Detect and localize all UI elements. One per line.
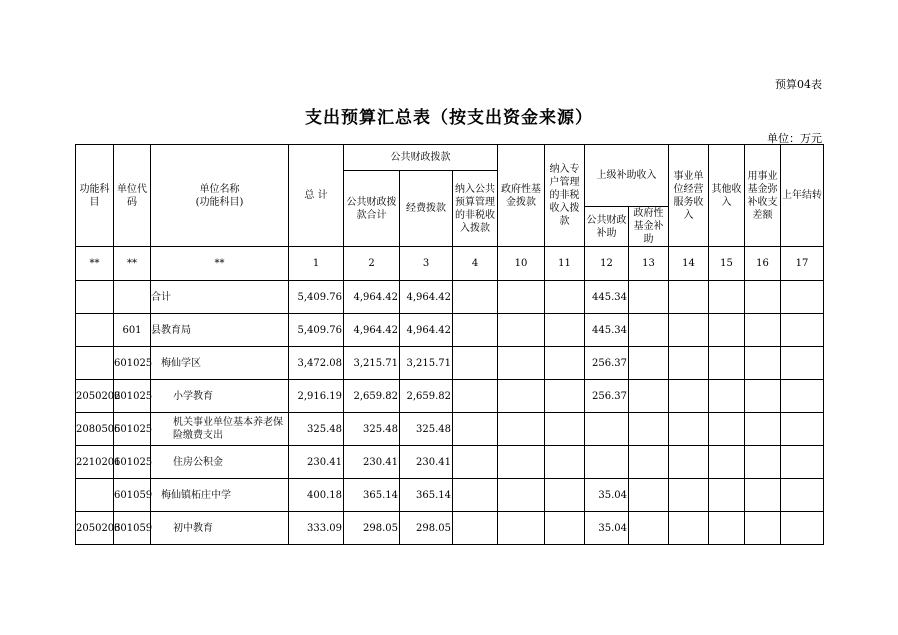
total-cell: 230.41: [289, 446, 344, 479]
header-special-non-tax: 纳入专户管理的非税收入拨款: [545, 145, 585, 247]
index-cell: 16: [745, 247, 781, 281]
gov-fund-cell: [498, 380, 545, 413]
special-non-tax-public-cell: [453, 512, 498, 545]
business-income-cell: [669, 413, 709, 446]
header-business-income: 事业单位经营服务收入: [669, 145, 709, 247]
unit-name-cell: [151, 380, 289, 413]
func-subject-cell: 2080505: [76, 413, 114, 446]
special-non-tax-cell: [545, 347, 585, 380]
operating-funds-cell: 298.05: [400, 512, 453, 545]
unit-code-cell: 601: [114, 314, 151, 347]
public-finance-total-cell: 4,964.42: [344, 281, 400, 314]
unit-code-cell: [114, 281, 151, 314]
gov-fund-subsidy-cell: [629, 446, 669, 479]
header-other-income: 其他收入: [709, 145, 745, 247]
carryover-cell: [781, 380, 824, 413]
carryover-cell: [781, 479, 824, 512]
other-income-cell: [709, 479, 745, 512]
unit-name-text: 住房公积金: [173, 456, 223, 468]
other-income-cell: [709, 413, 745, 446]
public-finance-subsidy-cell: 445.34: [585, 281, 629, 314]
index-cell: 14: [669, 247, 709, 281]
business-income-cell: [669, 347, 709, 380]
header-carryover: 上年结转: [781, 145, 824, 247]
unit-name-text: 合计: [151, 291, 171, 303]
special-non-tax-cell: [545, 281, 585, 314]
operating-funds-cell: 365.14: [400, 479, 453, 512]
func-subject-cell: [76, 347, 114, 380]
business-income-cell: [669, 281, 709, 314]
header-total: 总 计: [289, 145, 344, 247]
func-subject-cell: [76, 314, 114, 347]
total-cell: 5,409.76: [289, 281, 344, 314]
operating-funds-cell: 4,964.42: [400, 281, 453, 314]
table-row: [76, 314, 824, 347]
header-public-finance-subsidy: 公共财政补助: [585, 207, 629, 247]
operating-funds-cell: 230.41: [400, 446, 453, 479]
public-finance-subsidy-cell: 35.04: [585, 479, 629, 512]
operating-funds-cell: 4,964.42: [400, 314, 453, 347]
total-cell: 400.18: [289, 479, 344, 512]
index-cell: **: [114, 247, 151, 281]
other-income-cell: [709, 281, 745, 314]
index-cell: 15: [709, 247, 745, 281]
public-finance-subsidy-cell: [585, 413, 629, 446]
special-non-tax-cell: [545, 446, 585, 479]
index-cell: **: [151, 247, 289, 281]
gov-fund-cell: [498, 413, 545, 446]
unit-code-cell: 601025: [114, 413, 151, 446]
header-unit-name-main: 单位名称: [199, 183, 240, 195]
special-non-tax-public-cell: [453, 479, 498, 512]
gov-fund-cell: [498, 281, 545, 314]
unit-name-cell: [151, 347, 289, 380]
business-income-cell: [669, 479, 709, 512]
header-gov-fund-subsidy: 政府性基金补助: [629, 207, 669, 247]
header-unit-name: [151, 145, 289, 247]
operating-funds-cell: 2,659.82: [400, 380, 453, 413]
index-cell: **: [76, 247, 114, 281]
fund-offset-cell: [745, 347, 781, 380]
table-row: [76, 380, 824, 413]
public-finance-total-cell: 298.05: [344, 512, 400, 545]
special-non-tax-public-cell: [453, 380, 498, 413]
unit-name-cell: [151, 512, 289, 545]
index-cell: 4: [453, 247, 498, 281]
carryover-cell: [781, 512, 824, 545]
gov-fund-cell: [498, 512, 545, 545]
page-title: 支出预算汇总表（按支出资金来源）: [305, 108, 593, 128]
public-finance-subsidy-cell: 35.04: [585, 512, 629, 545]
unit-code-cell: 601025: [114, 380, 151, 413]
public-finance-total-cell: 2,659.82: [344, 380, 400, 413]
business-income-cell: [669, 380, 709, 413]
other-income-cell: [709, 446, 745, 479]
func-subject-cell: 2210201: [76, 446, 114, 479]
gov-fund-subsidy-cell: [629, 380, 669, 413]
special-non-tax-public-cell: [453, 347, 498, 380]
public-finance-total-cell: 325.48: [344, 413, 400, 446]
budget-table: [75, 144, 824, 545]
unit-name-text: 梅仙学区: [161, 357, 201, 369]
index-cell: 1: [289, 247, 344, 281]
fund-offset-cell: [745, 446, 781, 479]
unit-name-text: 县教育局: [151, 324, 191, 336]
other-income-cell: [709, 512, 745, 545]
unit-name-cell: [151, 281, 289, 314]
header-gov-fund: 政府性基金拨款: [498, 145, 545, 247]
data-rows: [76, 281, 824, 545]
special-non-tax-public-cell: [453, 413, 498, 446]
public-finance-subsidy-cell: 256.37: [585, 347, 629, 380]
header-fund-offset: 用事业基金弥补收支差额: [745, 145, 781, 247]
gov-fund-cell: [498, 347, 545, 380]
unit-name-text: 初中教育: [173, 522, 213, 534]
public-finance-total-cell: 4,964.42: [344, 314, 400, 347]
special-non-tax-cell: [545, 413, 585, 446]
public-finance-total-cell: 230.41: [344, 446, 400, 479]
fund-offset-cell: [745, 512, 781, 545]
unit-name-cell: [151, 446, 289, 479]
other-income-cell: [709, 347, 745, 380]
fund-offset-cell: [745, 479, 781, 512]
header-unit-name-sub: (功能科目): [195, 196, 244, 208]
gov-fund-subsidy-cell: [629, 479, 669, 512]
unit-name-text: 机关事业单位基本养老保险缴费支出: [173, 417, 283, 441]
unit-code-cell: 601059: [114, 479, 151, 512]
special-non-tax-cell: [545, 314, 585, 347]
unit-code-cell: 601025: [114, 446, 151, 479]
form-code: 预算04表: [775, 78, 822, 91]
other-income-cell: [709, 380, 745, 413]
func-subject-cell: [76, 479, 114, 512]
gov-fund-subsidy-cell: [629, 512, 669, 545]
total-cell: 3,472.08: [289, 347, 344, 380]
unit-label: 单位：万元: [767, 132, 822, 145]
header-special-non-tax-public: 纳入公共预算管理的非税收入拨款: [453, 171, 498, 247]
public-finance-subsidy-cell: 445.34: [585, 314, 629, 347]
index-cell: 10: [498, 247, 545, 281]
special-non-tax-public-cell: [453, 314, 498, 347]
special-non-tax-cell: [545, 479, 585, 512]
table-row: [76, 446, 824, 479]
unit-code-cell: 601025: [114, 347, 151, 380]
gov-fund-cell: [498, 446, 545, 479]
carryover-cell: [781, 347, 824, 380]
table-row: [76, 347, 824, 380]
header-public-finance-total: 公共财政拨款合计: [344, 171, 400, 247]
index-cell: 3: [400, 247, 453, 281]
carryover-cell: [781, 281, 824, 314]
carryover-cell: [781, 314, 824, 347]
public-finance-subsidy-cell: [585, 446, 629, 479]
total-cell: 325.48: [289, 413, 344, 446]
header-operating-funds: 经费拨款: [400, 171, 453, 247]
index-cell: 2: [344, 247, 400, 281]
gov-fund-cell: [498, 479, 545, 512]
header-public-finance: 公共财政拨款: [344, 145, 498, 171]
special-non-tax-public-cell: [453, 281, 498, 314]
gov-fund-subsidy-cell: [629, 281, 669, 314]
index-cell: 12: [585, 247, 629, 281]
fund-offset-cell: [745, 413, 781, 446]
func-subject-cell: 2050203: [76, 512, 114, 545]
header-unit-code: 单位代码: [114, 145, 151, 247]
public-finance-subsidy-cell: 256.37: [585, 380, 629, 413]
operating-funds-cell: 3,215.71: [400, 347, 453, 380]
table-row: [76, 413, 824, 446]
func-subject-cell: [76, 281, 114, 314]
unit-code-cell: 601059: [114, 512, 151, 545]
unit-name-text: 小学教育: [173, 390, 213, 402]
gov-fund-subsidy-cell: [629, 413, 669, 446]
business-income-cell: [669, 512, 709, 545]
public-finance-total-cell: 365.14: [344, 479, 400, 512]
fund-offset-cell: [745, 380, 781, 413]
unit-name-cell: [151, 413, 289, 446]
gov-fund-cell: [498, 314, 545, 347]
total-cell: 333.09: [289, 512, 344, 545]
gov-fund-subsidy-cell: [629, 347, 669, 380]
carryover-cell: [781, 446, 824, 479]
special-non-tax-cell: [545, 512, 585, 545]
index-cell: 13: [629, 247, 669, 281]
header-func-subject: 功能科目: [76, 145, 114, 247]
total-cell: 5,409.76: [289, 314, 344, 347]
unit-name-cell: [151, 314, 289, 347]
other-income-cell: [709, 314, 745, 347]
index-cell: 11: [545, 247, 585, 281]
fund-offset-cell: [745, 314, 781, 347]
business-income-cell: [669, 314, 709, 347]
index-row: [76, 247, 824, 281]
unit-name-cell: [151, 479, 289, 512]
table-row: [76, 479, 824, 512]
business-income-cell: [669, 446, 709, 479]
total-cell: 2,916.19: [289, 380, 344, 413]
fund-offset-cell: [745, 281, 781, 314]
table-row: [76, 281, 824, 314]
func-subject-cell: 2050202: [76, 380, 114, 413]
gov-fund-subsidy-cell: [629, 314, 669, 347]
carryover-cell: [781, 413, 824, 446]
operating-funds-cell: 325.48: [400, 413, 453, 446]
public-finance-total-cell: 3,215.71: [344, 347, 400, 380]
header-superior-subsidy: 上级补助收入: [585, 145, 669, 207]
index-cell: 17: [781, 247, 824, 281]
table-row: [76, 512, 824, 545]
special-non-tax-public-cell: [453, 446, 498, 479]
special-non-tax-cell: [545, 380, 585, 413]
unit-name-text: 梅仙镇柘庄中学: [161, 489, 231, 501]
